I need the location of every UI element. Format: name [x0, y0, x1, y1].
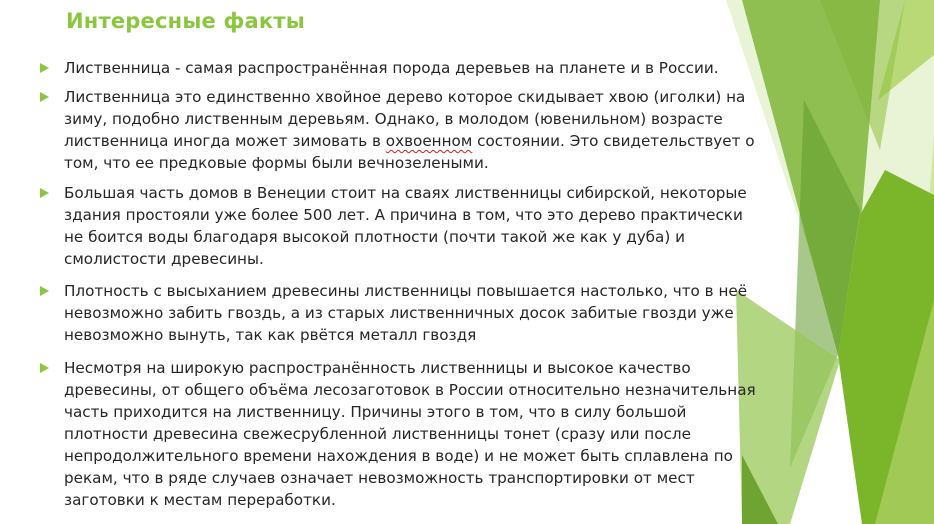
- bullet-text: Лиственница - самая распространённая порода деревьев на планете и в России.: [64, 59, 719, 77]
- bullet-arrow-icon: [40, 188, 49, 198]
- bullet-text: Несмотря на широкую распространённость лиственницы и высокое качество древесины, от общего объёма лесозаготовок в России относительно незначительная часть приходится на лиственницу. Причины этого в том, что в силу большой плотности древесина свежесрубленной лиственницы тонет (сразу или после непродолжительного времени нахождения в воде) и не может быть сплавлена по рекам, что в ряде случаев означает невозможность транспортировки от мест заготовки к местам переработки.: [64, 359, 756, 509]
- bullet-item: [40, 57, 760, 79]
- bullet-item: [40, 357, 760, 511]
- bullet-item: [40, 280, 760, 346]
- bullet-list: [40, 57, 760, 511]
- bullet-arrow-icon: [40, 63, 49, 73]
- bullet-text: [64, 86, 760, 174]
- bullet-arrow-icon: [40, 92, 49, 102]
- bullet-arrow-icon: [40, 363, 49, 373]
- bullet-text: Плотность с высыханием древесины лиственницы повышается настолько, что в неё невозможно забить гвоздь, а из старых лиственничных досок забитые гвозди уже невозможно вынуть, так как рвётся металл гвоздя: [64, 282, 748, 344]
- bullet-item: [40, 182, 760, 270]
- bullet-text: Большая часть домов в Венеции стоит на сваях лиственницы сибирской, некоторые здания простояли уже более 500 лет. А причина в том, что это дерево практически не боится воды благодаря высокой плотности (почти такой же как у дуба) и смолистости древесины.: [64, 184, 747, 268]
- bullet-arrow-icon: [40, 286, 49, 296]
- bullet-text-part: состоянии. Это свидетельствует о том, что ее предковые формы были вечнозелеными.: [64, 132, 755, 172]
- slide-title: Интересные факты: [66, 9, 305, 33]
- bullet-item: [40, 86, 760, 174]
- bullet-text-part: Лиственница это единственно хвойное дерево которое скидывает хвою (иголки) на зиму, подобно лиственным деревьям. Однако, в молодом (ювенильном) возрасте лиственница иногда может зимовать в: [64, 88, 746, 150]
- spellcheck-underlined-word: охвоенном: [385, 132, 473, 150]
